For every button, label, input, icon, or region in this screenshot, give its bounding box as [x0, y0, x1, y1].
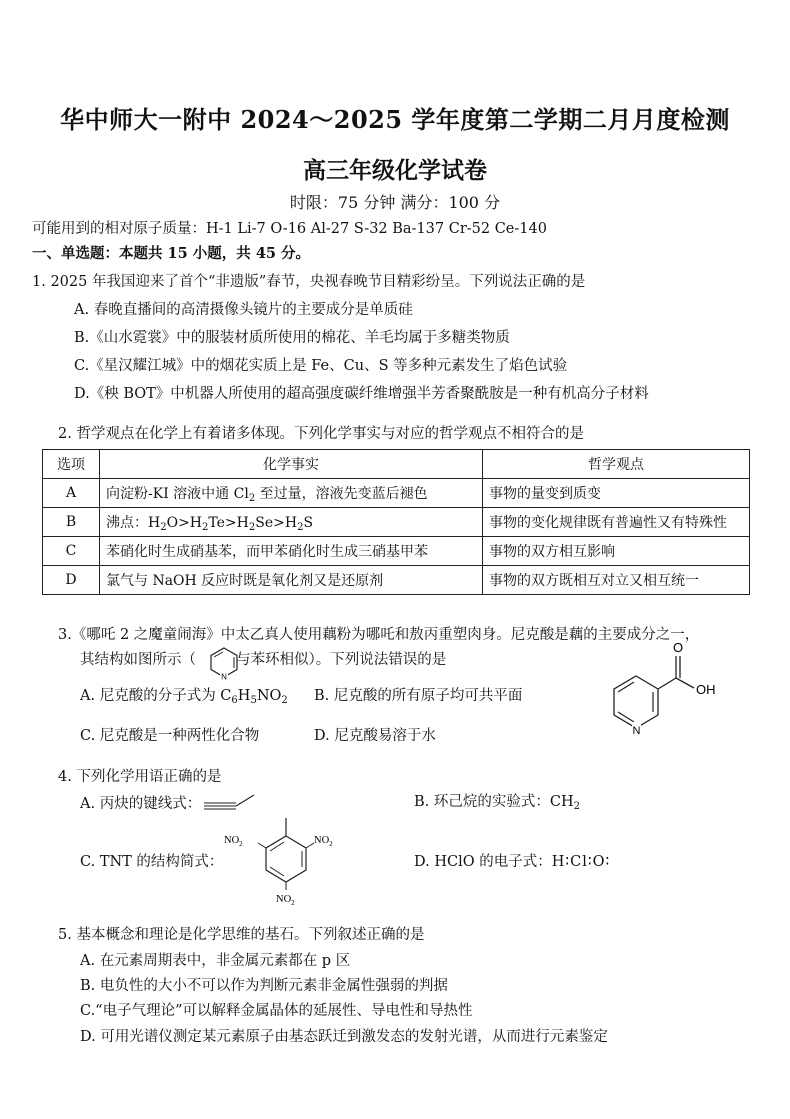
- q2-stem: 2. 哲学观点在化学上有着诸多体现。下列化学事实与对应的哲学观点不相符合的是: [58, 426, 584, 442]
- exam-title: 华中师大一附中 2024～2025 学年度第二学期二月月度检测: [60, 105, 730, 134]
- table-header-row: [43, 450, 750, 479]
- row-view: 事物的双方既相互对立又相互统一: [483, 566, 750, 595]
- tnt-no2-bottom: $NO_2$: [276, 894, 295, 906]
- tnt-no2-right: $NO_2$: [314, 835, 333, 848]
- exam-info: 时限：75 分钟 满分：100 分: [289, 193, 501, 212]
- row-fact: 苯硝化时生成硝基苯，而甲苯硝化时生成三硝基甲苯: [100, 537, 483, 566]
- table-row: [43, 566, 750, 595]
- q3-stem: 3.《哪吒 2 之魔童闹海》中太乙真人使用藕粉为哪吒和敖丙重塑肉身。尼克酸是藕的主要成分之一，: [58, 627, 700, 643]
- q3-stem-line2: 其结构如图所示（ 与苯环相似）。下列说法错误的是: [80, 652, 447, 668]
- row-fact: 向淀粉-KI 溶液中通 $Cl_2$ 至过量，溶液先变蓝后褪色: [100, 479, 483, 508]
- q1-stem: 1. 2025 年我国迎来了首个“非遗版”春节，央视春晚节目精彩纷呈。下列说法正确的是: [32, 274, 586, 290]
- q4-option-b: B. 环己烷的实验式：$CH_2$: [414, 794, 580, 812]
- row-view: 事物的变化规律既有普遍性又有特殊性: [483, 508, 750, 537]
- q5-option-d: D. 可用光谱仪测定某元素原子由基态跃迁到激发态的发射光谱，从而进行元素鉴定: [80, 1029, 608, 1045]
- table-row: [43, 508, 750, 537]
- table-header-option: 选项: [43, 450, 100, 479]
- table-row: [43, 537, 750, 566]
- q4-stem: 4. 下列化学用语正确的是: [58, 769, 222, 785]
- row-fact: 氯气与 NaOH 反应时既是氧化剂又是还原剂: [100, 566, 483, 595]
- q3-option-b: B. 尼克酸的所有原子均可共平面: [314, 688, 523, 704]
- q5-option-b: B. 电负性的大小不可以作为判断元素非金属性强弱的判据: [80, 978, 448, 994]
- q1-option-a: A. 春晚直播间的高清摄像头镜片的主要成分是单质硅: [74, 302, 413, 318]
- q4-option-c: C. TNT 的结构简式：: [80, 854, 224, 870]
- q4-option-a: A. 丙炔的键线式：: [80, 796, 202, 812]
- row-option: B: [43, 508, 100, 537]
- q3-option-d: D. 尼克酸易溶于水: [314, 728, 436, 744]
- atomic-masses: 可能用到的相对原子质量：H-1 Li-7 O-16 Al-27 S-32 Ba-137 Cr-52 Ce-140: [32, 221, 547, 237]
- table-row: [43, 479, 750, 508]
- q4-option-d: D. HClO 的电子式：H∶Cl∶O∶: [414, 854, 611, 870]
- q1-option-b: B.《山水霓裳》中的服装材质所使用的棉花、羊毛均属于多糖类物质: [74, 330, 510, 346]
- nicotinic-acid-structure: [596, 636, 726, 746]
- q5-stem: 5. 基本概念和理论是化学思维的基石。下列叙述正确的是: [58, 927, 425, 943]
- hclo-electron-formula: H∶Cl∶O∶: [551, 854, 611, 870]
- row-option: A: [43, 479, 100, 508]
- tnt-no2-left: $NO_2$: [224, 835, 243, 848]
- pyridine-icon: [206, 646, 242, 680]
- row-view: 事物的双方相互影响: [483, 537, 750, 566]
- pyridine-n-label: N: [221, 672, 227, 680]
- q3-option-c: C. 尼克酸是一种两性化合物: [80, 728, 260, 744]
- exam-subtitle: 高三年级化学试卷: [303, 157, 487, 184]
- q3-option-a: A. 尼克酸的分子式为 $C_6H_5NO_2$: [80, 688, 288, 706]
- structure-o-label: O: [672, 640, 684, 655]
- row-fact: 沸点：$H_2O>H_2Te>H_2Se>H_2S$: [100, 508, 483, 537]
- structure-n-label: N: [632, 725, 641, 737]
- structure-oh-label: OH: [696, 682, 716, 697]
- table-header-fact: 化学事实: [100, 450, 483, 479]
- q1-option-c: C.《星汉耀江城》中的烟花实质上是 Fe、Cu、S 等多种元素发生了焰色试验: [74, 358, 568, 374]
- section-heading: 一、单选题：本题共 15 小题，共 45 分。: [32, 245, 311, 262]
- q5-option-a: A. 在元素周期表中，非金属元素都在 p 区: [80, 953, 351, 969]
- table-header-view: 哲学观点: [483, 450, 750, 479]
- row-option: D: [43, 566, 100, 595]
- tnt-structure: [224, 810, 344, 906]
- q1-option-d: D.《秧 BOT》中机器人所使用的超高强度碳纤维增强半芳香聚酰胺是一种有机高分子材料: [74, 386, 649, 402]
- row-view: 事物的量变到质变: [483, 479, 750, 508]
- q2-table: [42, 449, 750, 595]
- propyne-line-structure: [200, 790, 260, 812]
- q5-option-c: C.“电子气理论”可以解释金属晶体的延展性、导电性和导热性: [80, 1003, 473, 1019]
- row-option: C: [43, 537, 100, 566]
